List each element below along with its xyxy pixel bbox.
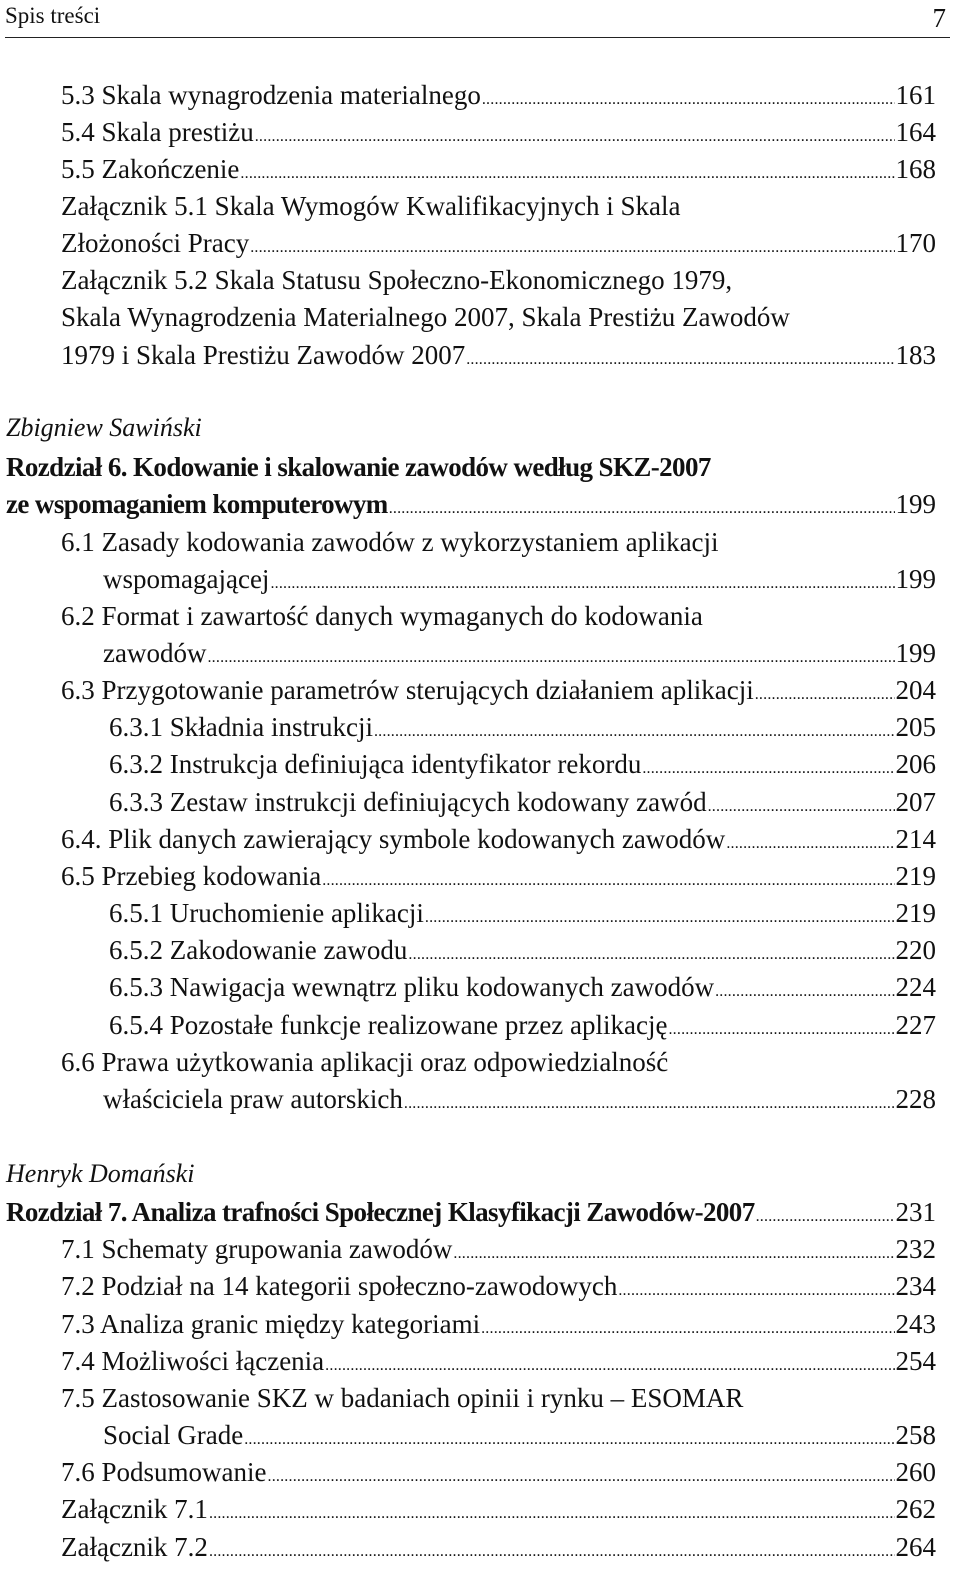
toc-entry-line: 7.5 Zastosowanie SKZ w badaniach opinii i rynku – ESOMAR (61, 1383, 744, 1413)
toc-entry-line: Załącznik 5.1 Skala Wymogów Kwalifikacyjnych i Skala (61, 191, 681, 221)
toc-entry[interactable]: 7.1 Schematy grupowania zawodów ..... 232 (61, 1231, 936, 1267)
toc-entry[interactable]: 6.5.2 Zakodowanie zawodu ..... 220 (109, 932, 936, 968)
toc-entry[interactable]: 6.5.3 Nawigacja wewnątrz pliku kodowanych zawodów ..... 224 (109, 969, 936, 1005)
toc-entry-line: Skala Wynagrodzenia Materialnego 2007, Skala Prestiżu Zawodów (61, 302, 790, 332)
toc-entry[interactable]: zawodów ..... 199 (103, 635, 936, 671)
toc-entry-line: 6.6 Prawa użytkowania aplikacji oraz odpowiedzialność (61, 1047, 669, 1077)
toc-entry[interactable]: 5.4 Skala prestiżu ..... 164 (61, 114, 936, 150)
toc-entry[interactable]: właściciela praw autorskich ..... 228 (103, 1081, 936, 1117)
toc-entry-line: 6.1 Zasady kodowania zawodów z wykorzystaniem aplikacji (61, 527, 719, 557)
toc-entry[interactable]: 7.4 Możliwości łączenia ..... 254 (61, 1343, 936, 1379)
toc-chapter-entry[interactable]: Rozdział 7. Analiza trafności Społecznej Klasyfikacji Zawodów-2007 ..... 231 (6, 1194, 936, 1230)
toc-entry[interactable]: 1979 i Skala Prestiżu Zawodów 2007 ..... 183 (61, 337, 936, 373)
toc-entry[interactable]: Załącznik 7.1 ..... 262 (61, 1491, 936, 1527)
toc-entry[interactable]: Załącznik 7.2 ..... 264 (61, 1529, 936, 1565)
header-rule (5, 37, 950, 38)
toc-entry[interactable]: 6.5.4 Pozostałe funkcje realizowane przez aplikację ..... 227 (109, 1007, 936, 1043)
toc-entry[interactable]: 5.5 Zakończenie ..... 168 (61, 151, 936, 187)
toc-entry[interactable]: 6.3.3 Zestaw instrukcji definiujących kodowany zawód ..... 207 (109, 784, 936, 820)
toc-entry[interactable]: 6.3 Przygotowanie parametrów sterujących działaniem aplikacji ..... 204 (61, 672, 936, 708)
page-number: 7 (932, 3, 946, 33)
toc-entry[interactable]: 6.3.1 Składnia instrukcji ..... 205 (109, 709, 936, 745)
chapter-author: Henryk Domański (6, 1159, 195, 1188)
toc-entry-line: Załącznik 5.2 Skala Statusu Społeczno-Ekonomicznego 1979, (61, 265, 733, 295)
toc-entry[interactable]: 5.3 Skala wynagrodzenia materialnego ..... 161 (61, 77, 936, 113)
toc-entry[interactable]: 7.6 Podsumowanie ..... 260 (61, 1454, 936, 1490)
toc-entry[interactable]: 6.5.1 Uruchomienie aplikacji ..... 219 (109, 895, 936, 931)
toc-entry[interactable]: 6.3.2 Instrukcja definiująca identyfikator rekordu ..... 206 (109, 746, 936, 782)
chapter-author: Zbigniew Sawiński (6, 413, 202, 442)
toc-chapter-entry[interactable]: ze wspomaganiem komputerowym ..... 199 (6, 486, 936, 522)
toc-entry[interactable]: 6.5 Przebieg kodowania ..... 219 (61, 858, 936, 894)
toc-entry[interactable]: 7.2 Podział na 14 kategorii społeczno-zawodowych ..... 234 (61, 1268, 936, 1304)
toc-entry[interactable]: wspomagającej ..... 199 (103, 561, 936, 597)
toc-entry[interactable]: 7.3 Analiza granic między kategoriami ..... 243 (61, 1306, 936, 1342)
toc-entry[interactable]: Social Grade ..... 258 (103, 1417, 936, 1453)
page-header (0, 0, 960, 40)
toc-entry[interactable]: 6.4. Plik danych zawierający symbole kodowanych zawodów ..... 214 (61, 821, 936, 857)
toc-entry[interactable]: Złożoności Pracy ..... 170 (61, 225, 936, 261)
toc-entry-line: 6.2 Format i zawartość danych wymaganych do kodowania (61, 601, 703, 631)
chapter-title: Rozdział 6. Kodowanie i skalowanie zawodów według SKZ-2007 (6, 452, 711, 482)
running-title: Spis treści (5, 3, 101, 28)
